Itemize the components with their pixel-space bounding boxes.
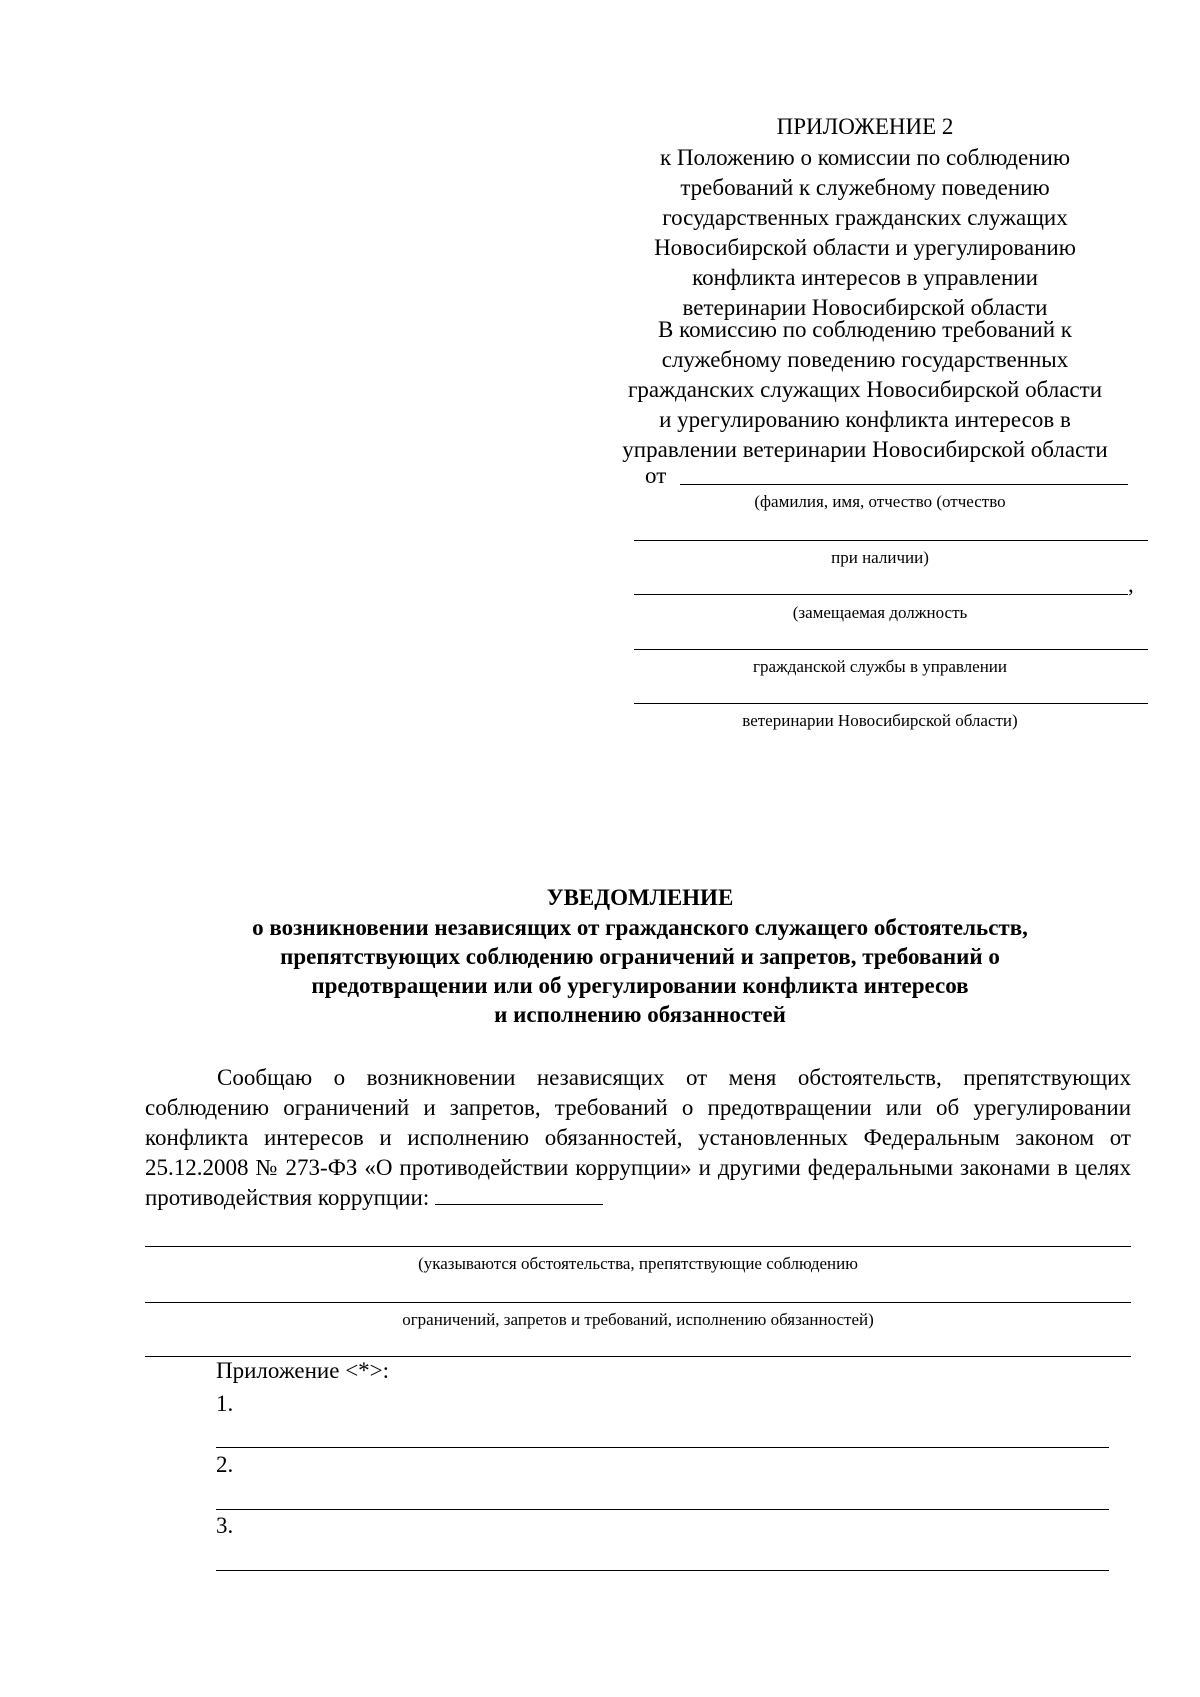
notice-subtitle-line: и исполнению обязанностей [494,1002,786,1027]
appendix-reference [620,143,1110,323]
addressee-line: В комиссию по соблюдению требований к [658,317,1072,342]
addressee-line: управлении ветеринарии Новосибирской области [622,437,1108,462]
position-field-line-2[interactable] [634,649,1148,650]
attachment-field-line-2[interactable] [216,1509,1109,1510]
position-field-line-3[interactable] [634,703,1148,704]
circumstances-field-line[interactable] [145,1246,1131,1247]
position-hint-continued: гражданской службы в управлении [752,657,1008,676]
fullname-field-line-2[interactable] [634,540,1148,541]
notice-title: УВЕДОМЛЕНИЕ [546,885,734,910]
circumstances-hint-continued: ограничений, запретов и требований, исполнению обязанностей) [402,1310,874,1329]
notice-body [145,1063,1131,1213]
fullname-field-line[interactable] [680,484,1128,485]
appendix-line: государственных гражданских служащих [662,205,1068,230]
fullname-hint-continued: при наличии) [831,548,929,567]
appendix-line: требований к служебному поведению [680,175,1050,200]
position-hint: (замещаемая должность [792,603,968,622]
position-hint-end: ветеринарии Новосибирской области) [742,711,1018,730]
appendix-line: ветеринарии Новосибирской области [682,295,1048,320]
attachment-field-line-3[interactable] [216,1570,1109,1571]
addressee-line: служебному поведению государственных [661,347,1069,372]
notice-subtitle-line: о возникновении независящих от гражданского служащего обстоятельств, [252,915,1028,940]
attachment-item-number: 3. [216,1513,234,1538]
attachments-label: Приложение <*>: [216,1358,390,1383]
attachment-item-number: 2. [216,1452,234,1477]
notice-subtitle-line: предотвращении или об урегулировании конфликта интересов [311,973,969,998]
circumstances-hint: (указываются обстоятельства, препятствующие соблюдению [418,1254,858,1273]
circumstances-field-start[interactable] [435,1184,603,1205]
appendix-line: Новосибирской области и урегулированию [654,235,1076,260]
attachment-item-number: 1. [216,1391,234,1416]
fullname-hint: (фамилия, имя, отчество (отчество [754,492,1006,511]
appendix-line: к Положению о комиссии по соблюдению [659,145,1071,170]
notice-paragraph: Сообщаю о возникновении независящих от меня обстоятельств, препятствующих соблюдению ограничений и запретов, требований о предотвращении или об урегулировании конфликта интересов и исполнению обязанностей, установленных Федеральным законом от 25.12.2008 № 273-ФЗ «О противодействии коррупции» и другими федеральными законами в целях противодействия коррупции: [145,1065,1131,1210]
addressee-line: гражданских служащих Новосибирской области [627,377,1102,402]
appendix-line: конфликта интересов в управлении [692,265,1038,290]
addressee-block [620,315,1110,465]
position-field-line[interactable] [634,594,1128,595]
addressee-line: и урегулированию конфликта интересов в [659,407,1071,432]
notice-subtitle [120,913,1160,1029]
comma: , [1128,572,1134,597]
appendix-title: ПРИЛОЖЕНИЕ 2 [776,114,954,139]
attachment-field-line-1[interactable] [216,1447,1109,1448]
notice-subtitle-line: препятствующих соблюдению ограничений и запретов, требований о [280,944,1000,969]
from-label: от [645,463,667,488]
circumstances-field-line-2[interactable] [145,1302,1131,1303]
